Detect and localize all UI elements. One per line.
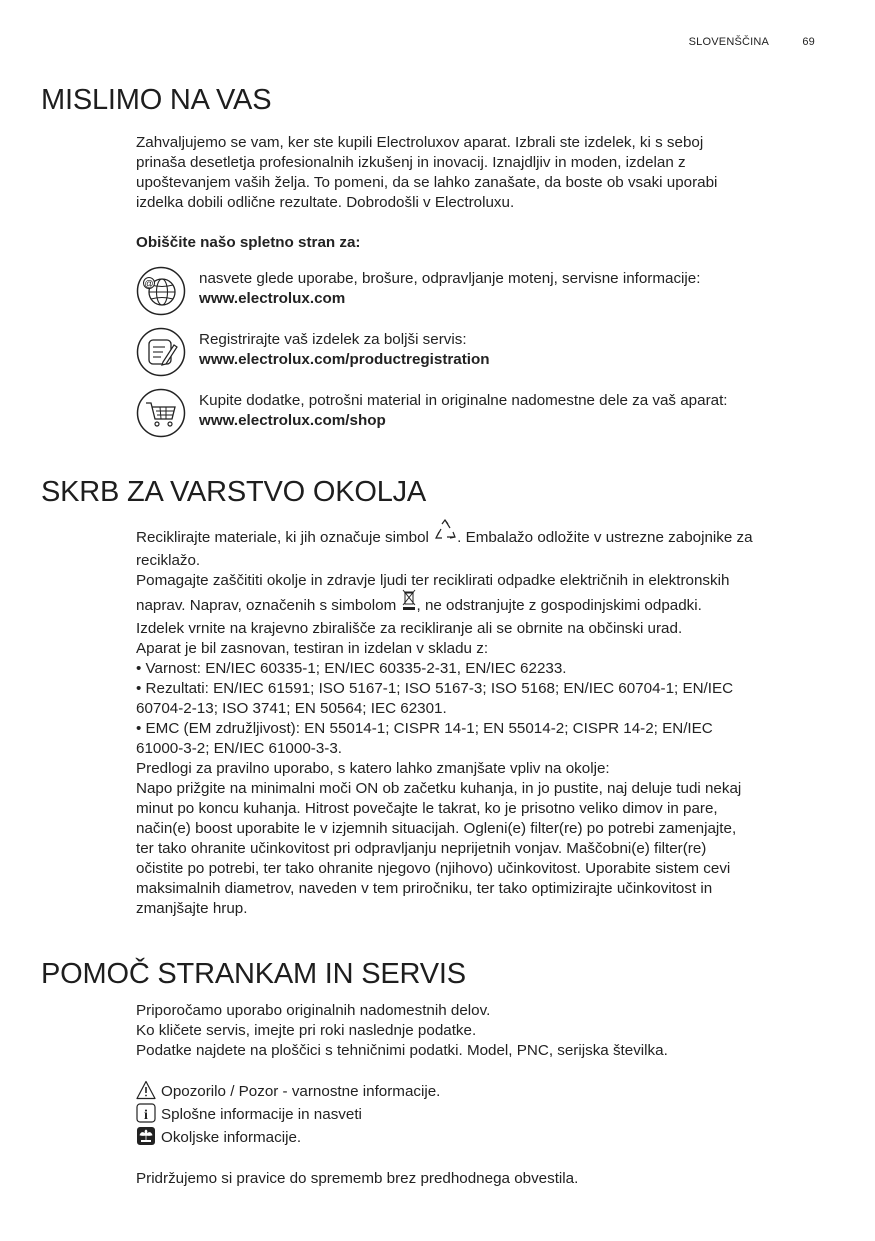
web-link-shop[interactable]: www.electrolux.com/shop bbox=[199, 412, 386, 429]
weee-text-after: , ne odstranjujte z gospodinjskimi odpadki. bbox=[416, 597, 702, 614]
env-line: ter tako ohranite učinkovitost pri odpravljanju neprijetnih vonjav. Maščobni(e) filter(re) bbox=[136, 840, 707, 857]
weee-line-1: Pomagajte zaščititi okolje in zdravje ljudi ter reciklirati odpadke električnih in elektronskih bbox=[136, 572, 730, 589]
section-title-thinking-of-you: MISLIMO NA VAS bbox=[41, 84, 272, 116]
intro-line: prinaša desetletja profesionalnih izkušenj in inovacij. Iznajdljiv in moden, izdelan z bbox=[136, 154, 686, 171]
service-line: Ko kličete servis, imejte pri roki naslednje podatke. bbox=[136, 1022, 477, 1039]
recycle-text-before: Reciklirajte materiale, ki jih označuje simbol bbox=[136, 529, 434, 546]
visit-label: Obiščite našo spletno stran za: bbox=[136, 234, 361, 251]
page-number: 69 bbox=[802, 36, 815, 48]
env-line: Aparat je bil zasnovan, testiran in izdelan v skladu z: bbox=[136, 640, 489, 657]
page-header bbox=[689, 36, 815, 48]
web-item-description: Registrirajte vaš izdelek za boljši servis: bbox=[199, 331, 467, 348]
env-line: 60704-2-13; ISO 3741; EN 50564; IEC 62301. bbox=[136, 700, 447, 717]
shopping-cart-icon bbox=[136, 388, 186, 438]
service-line: Priporočamo uporabo originalnih nadomestnih delov. bbox=[136, 1002, 491, 1019]
environment-paragraph bbox=[136, 523, 826, 919]
env-line: Izdelek vrnite na krajevno zbirališče za recikliranje ali se obrnite na občinski urad. bbox=[136, 620, 683, 637]
legend-label: Okoljske informacije. bbox=[161, 1129, 302, 1146]
language-label: SLOVENŠČINA bbox=[688, 36, 770, 48]
service-line: Podatke najdete na ploščici s tehničnimi podatki. Model, PNC, serijska številka. bbox=[136, 1042, 668, 1059]
web-item-description: nasvete glede uporabe, brošure, odpravljanje motenj, servisne informacije: bbox=[199, 270, 701, 287]
registration-form-icon bbox=[136, 327, 186, 377]
section-title-environment: SKRB ZA VARSTVO OKOLJA bbox=[41, 476, 427, 508]
intro-line: upoštevanjem vaših želja. To pomeni, da se lahko zanašate, da boste ob vsaki uporabi bbox=[136, 174, 718, 191]
svg-text:i: i bbox=[144, 1108, 148, 1123]
recycle-line-2: reciklažo. bbox=[136, 552, 201, 569]
environment-icon bbox=[136, 1126, 156, 1146]
svg-text:@: @ bbox=[144, 278, 154, 289]
intro-line: izdelka dobili odlične rezultate. Dobrodošli v Electroluxu. bbox=[136, 194, 515, 211]
legend-label: Opozorilo / Pozor - varnostne informacije. bbox=[161, 1083, 441, 1100]
web-link-electrolux[interactable]: www.electrolux.com bbox=[199, 290, 346, 307]
footer-note: Pridržujemo si pravice do sprememb brez predhodnega obvestila. bbox=[136, 1170, 579, 1187]
web-item-description: Kupite dodatke, potrošni material in originalne nadomestne dele za vaš aparat: bbox=[199, 392, 728, 409]
recycle-text-after: . Embalažo odložite v ustrezne zabojnike za bbox=[457, 529, 753, 546]
recycle-icon bbox=[433, 518, 457, 544]
env-line: minut po koncu kuhanja. Hitrost povečajte le takrat, ko je prisotno veliko dimov in pare, bbox=[136, 800, 718, 817]
intro-paragraph bbox=[136, 133, 826, 213]
globe-at-icon bbox=[136, 266, 186, 316]
env-line: očistite po potrebi, ter tako ohranite njegovo (njihovo) učinkovitost. Uporabite sistem cevi bbox=[136, 860, 731, 877]
recycle-line bbox=[136, 518, 826, 551]
warning-triangle-icon bbox=[136, 1080, 156, 1100]
web-item-shop bbox=[136, 388, 836, 442]
info-icon bbox=[136, 1103, 156, 1123]
web-item-registration bbox=[136, 327, 836, 381]
env-line: • Rezultati: EN/IEC 61591; ISO 5167-1; ISO 5167-3; ISO 5168; EN/IEC 60704-1; EN/IEC bbox=[136, 680, 734, 697]
web-link-productregistration[interactable]: www.electrolux.com/productregistration bbox=[199, 351, 490, 368]
env-line: Napo prižgite na minimalni moči ON ob začetku kuhanja, in jo pustite, naj deluje tudi nekaj bbox=[136, 780, 742, 797]
env-line: Predlogi za pravilno uporabo, s katero lahko zmanjšate vpliv na okolje: bbox=[136, 760, 610, 777]
weee-text-before: naprav. Naprav, označenih s simbolom bbox=[136, 597, 401, 614]
env-line: • EMC (EM združljivost): EN 55014-1; CISPR 14-1; EN 55014-2; CISPR 14-2; EN/IEC bbox=[136, 720, 713, 737]
env-line: način(e) boost uporabite le v izjemnih situacijah. Ogleni(e) filter(re) po potrebi zamenjajte, bbox=[136, 820, 737, 837]
legend-label: Splošne informacije in nasveti bbox=[161, 1106, 362, 1123]
intro-line: Zahvaljujemo se vam, ker ste kupili Electroluxov aparat. Izbrali ste izdelek, ki s seboj bbox=[136, 134, 704, 151]
env-line: maksimalnih diametrov, naveden v tem priročniku, ter tako optimizirajte učinkovitost in bbox=[136, 880, 713, 897]
env-line: 61000-3-2; EN/IEC 61000-3-3. bbox=[136, 740, 342, 757]
web-item-support bbox=[136, 266, 836, 320]
weee-crossed-bin-icon bbox=[401, 588, 417, 612]
service-paragraph bbox=[136, 1001, 826, 1061]
env-line: • Varnost: EN/IEC 60335-1; EN/IEC 60335-2-31, EN/IEC 62233. bbox=[136, 660, 567, 677]
env-line: zmanjšajte hrup. bbox=[136, 900, 248, 917]
section-title-customer-service: POMOČ STRANKAM IN SERVIS bbox=[41, 958, 466, 990]
